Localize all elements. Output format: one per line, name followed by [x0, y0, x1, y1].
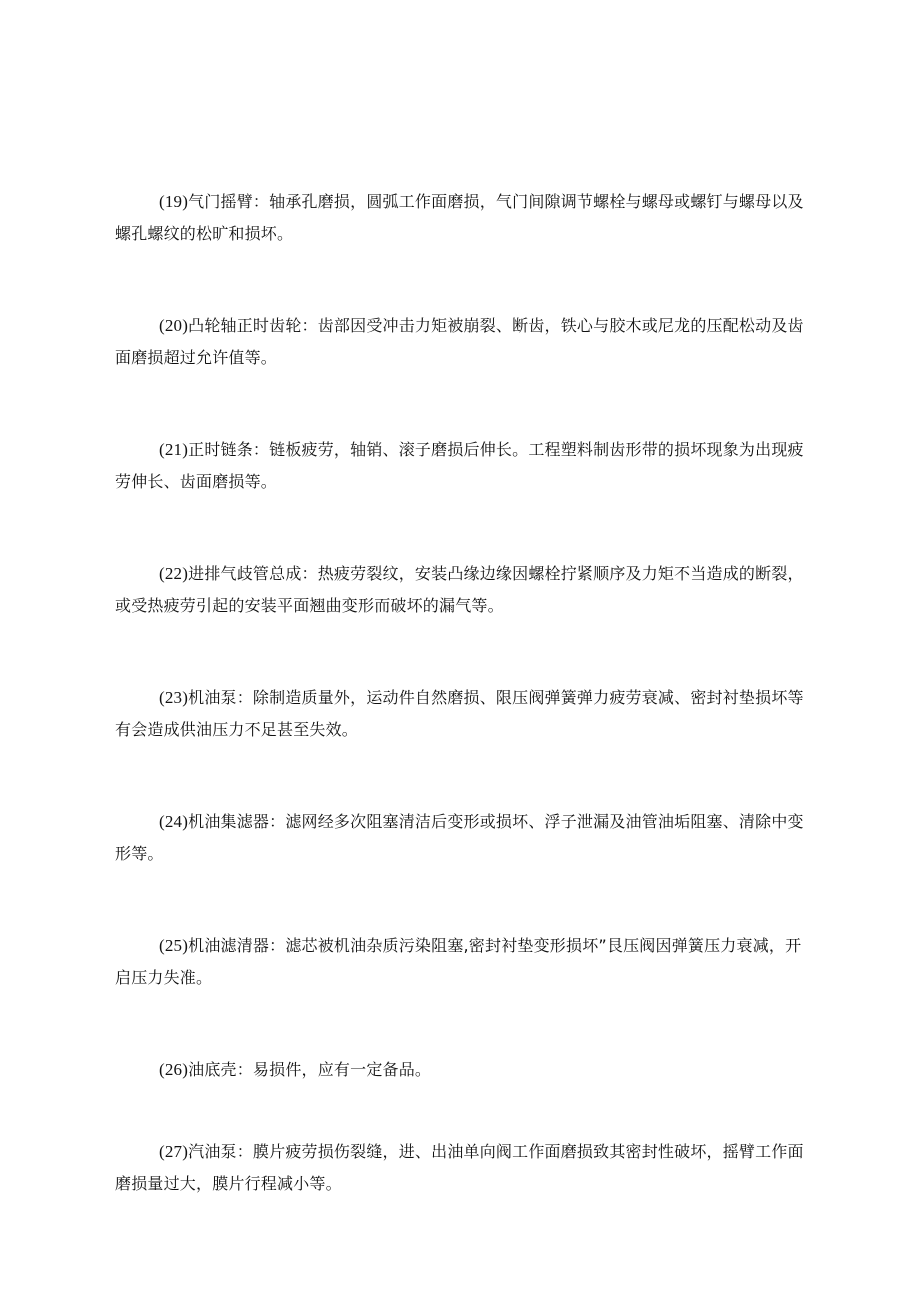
paragraph-number: (26) [159, 1060, 189, 1079]
paragraph-number: (21) [159, 440, 189, 459]
paragraph-text: 进排气歧管总成：热疲劳裂纹，安装凸缘边缘因螺栓拧紧顺序及力矩不当造成的断裂，或受热疲劳引起的安装平面翘曲变形而破坏的漏气等。 [115, 564, 804, 615]
paragraph-20 [115, 310, 815, 374]
paragraph-22 [115, 558, 815, 622]
paragraph-text: 凸轮轴正时齿轮：齿部因受冲击力矩被崩裂、断齿，铁心与胶木或尼龙的压配松动及齿面磨损超过允许值等。 [115, 316, 804, 367]
paragraph-text: 油底壳：易损件，应有一定备品。 [188, 1060, 432, 1079]
paragraph-text: 汽油泵：膜片疲劳损伤裂缝，进、出油单向阀工作面磨损致其密封性破坏，摇臂工作面磨损量过大，膜片行程减小等。 [115, 1142, 804, 1193]
paragraph-number: (24) [159, 812, 189, 831]
paragraph-26 [115, 1054, 815, 1086]
paragraph-text: 气门摇臂：轴承孔磨损，圆弧工作面磨损，气门间隙调节螺栓与螺母或螺钉与螺母以及螺孔螺纹的松旷和损坏。 [115, 192, 804, 243]
paragraph-text: 机油集滤器：滤网经多次阻塞清洁后变形或损坏、浮子泄漏及油管油垢阻塞、清除中变形等。 [115, 812, 804, 863]
paragraph-27 [115, 1136, 815, 1200]
paragraph-number: (25) [159, 936, 189, 955]
paragraph-23 [115, 682, 815, 746]
paragraph-text: 机油泵：除制造质量外，运动件自然磨损、限压阀弹簧弹力疲劳衰减、密封衬垫损坏等有会造成供油压力不足甚至失效。 [115, 688, 804, 739]
paragraph-text: 机油滤清器：滤芯被机油杂质污染阻塞,密封衬垫变形损坏”艮压阀因弹簧压力衰减，开启压力失准。 [115, 936, 802, 987]
paragraph-number: (23) [159, 688, 189, 707]
paragraph-number: (20) [159, 316, 189, 335]
paragraph-number: (27) [159, 1142, 189, 1161]
paragraph-number: (22) [159, 564, 189, 583]
paragraph-number: (19) [159, 192, 189, 211]
paragraph-19 [115, 186, 815, 250]
document-body [115, 186, 815, 1260]
paragraph-21 [115, 434, 815, 498]
paragraph-text: 正时链条：链板疲劳，轴销、滚子磨损后伸长。工程塑料制齿形带的损坏现象为出现疲劳伸长、齿面磨损等。 [115, 440, 804, 491]
paragraph-24 [115, 806, 815, 870]
paragraph-25 [115, 930, 815, 994]
